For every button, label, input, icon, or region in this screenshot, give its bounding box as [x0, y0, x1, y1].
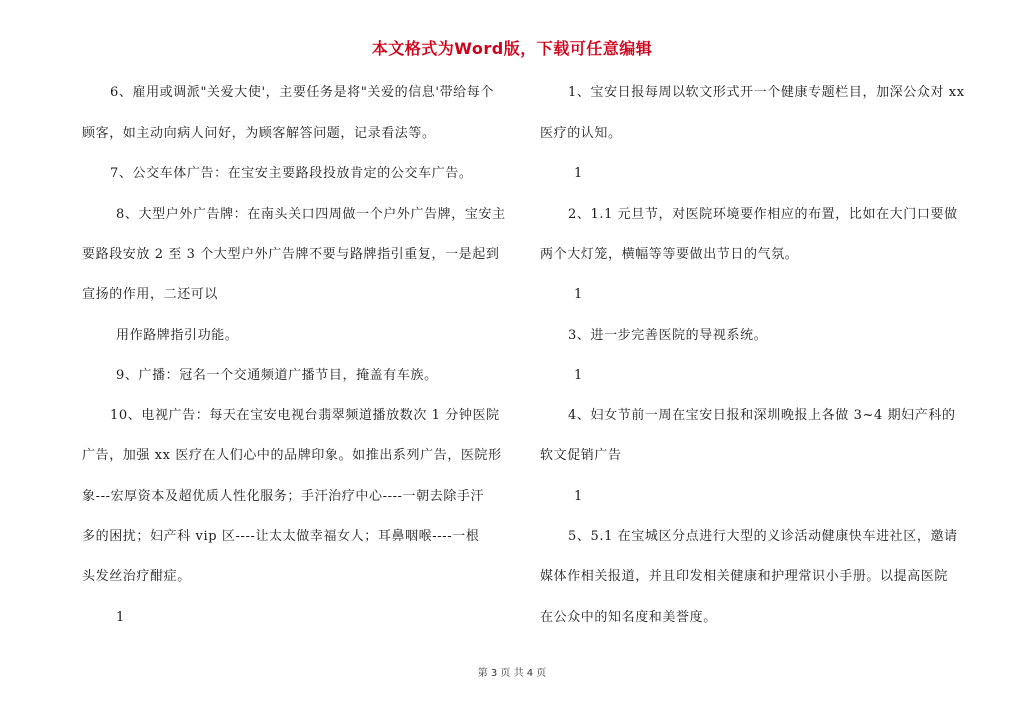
item-10-line-5: 头发丝治疗酣症。: [82, 569, 191, 584]
item-10-line-3: 象---宏厚资本及超优质人性化服务；手汗治疗中心----一朝去除手汗: [82, 489, 485, 504]
item-2-line-1: 2、1.1 元旦节，对医院环境要作相应的布置，比如在大门口要做: [568, 207, 958, 222]
item-5-line-1: 5、5.1 在宝城区分点进行大型的义诊活动健康快车进社区，邀请: [568, 529, 958, 544]
item-10-line-4: 多的困扰；妇产科 vip 区----让太太做幸福女人；耳鼻咽喉----一根: [82, 529, 480, 544]
item-8-line-2: 要路段安放 2 至 3 个大型户外广告牌不要与路牌指引重复，一是起到: [82, 247, 500, 262]
word-format-banner: 本文格式为Word版，下载可任意编辑: [371, 39, 653, 58]
right-number-1: 1: [574, 166, 583, 181]
item-9: 9、广播：冠名一个交通频道广播节目，掩盖有车族。: [116, 368, 438, 383]
item-4-line-2: 软文促销广告: [540, 448, 622, 463]
item-10-line-1: 10、电视广告：每天在宝安电视台翡翠频道播放数次 1 分钟医院: [110, 408, 500, 423]
item-8-line-1: 8、大型户外广告牌：在南头关口四周做一个户外广告牌，宝安主: [116, 207, 506, 222]
item-4-line-1: 4、妇女节前一周在宝安日报和深圳晚报上各做 3~4 期妇产科的: [568, 408, 956, 423]
item-8-line-3: 宣扬的作用，二还可以: [82, 287, 219, 302]
item-5-line-2: 媒体作相关报道，并且印发相关健康和护理常识小手册。以提高医院: [540, 569, 949, 584]
item-7: 7、公交车体广告：在宝安主要路段投放肯定的公交车广告。: [110, 166, 473, 181]
page-indicator: 第 3 页 共 4 页: [477, 668, 547, 679]
item-2-line-2: 两个大灯笼，横幅等等要做出节日的气氛。: [540, 247, 799, 262]
item-1-line-2: 医疗的认知。: [540, 126, 622, 141]
item-3: 3、进一步完善医院的导视系统。: [568, 328, 768, 343]
right-number-2: 1: [574, 287, 583, 302]
right-number-4: 1: [574, 489, 583, 504]
item-8-line-4: 用作路牌指引功能。: [116, 328, 239, 343]
left-footnote-number: 1: [116, 610, 125, 625]
item-1-line-1: 1、宝安日报每周以软文形式开一个健康专题栏目，加深公众对 xx: [568, 85, 965, 100]
item-10-line-2: 广告，加强 xx 医疗在人们心中的品牌印象。如推出系列广告，医院形: [82, 448, 502, 463]
item-6-line-1: 6、雇用或调派"关爱大使'，主要任务是将"关爱的信息'带给每个: [110, 85, 494, 100]
item-5-line-3: 在公众中的知名度和美誉度。: [540, 610, 717, 625]
right-number-3: 1: [574, 368, 583, 383]
item-6-line-2: 顾客，如主动向病人问好，为顾客解答问题，记录看法等。: [82, 126, 436, 141]
